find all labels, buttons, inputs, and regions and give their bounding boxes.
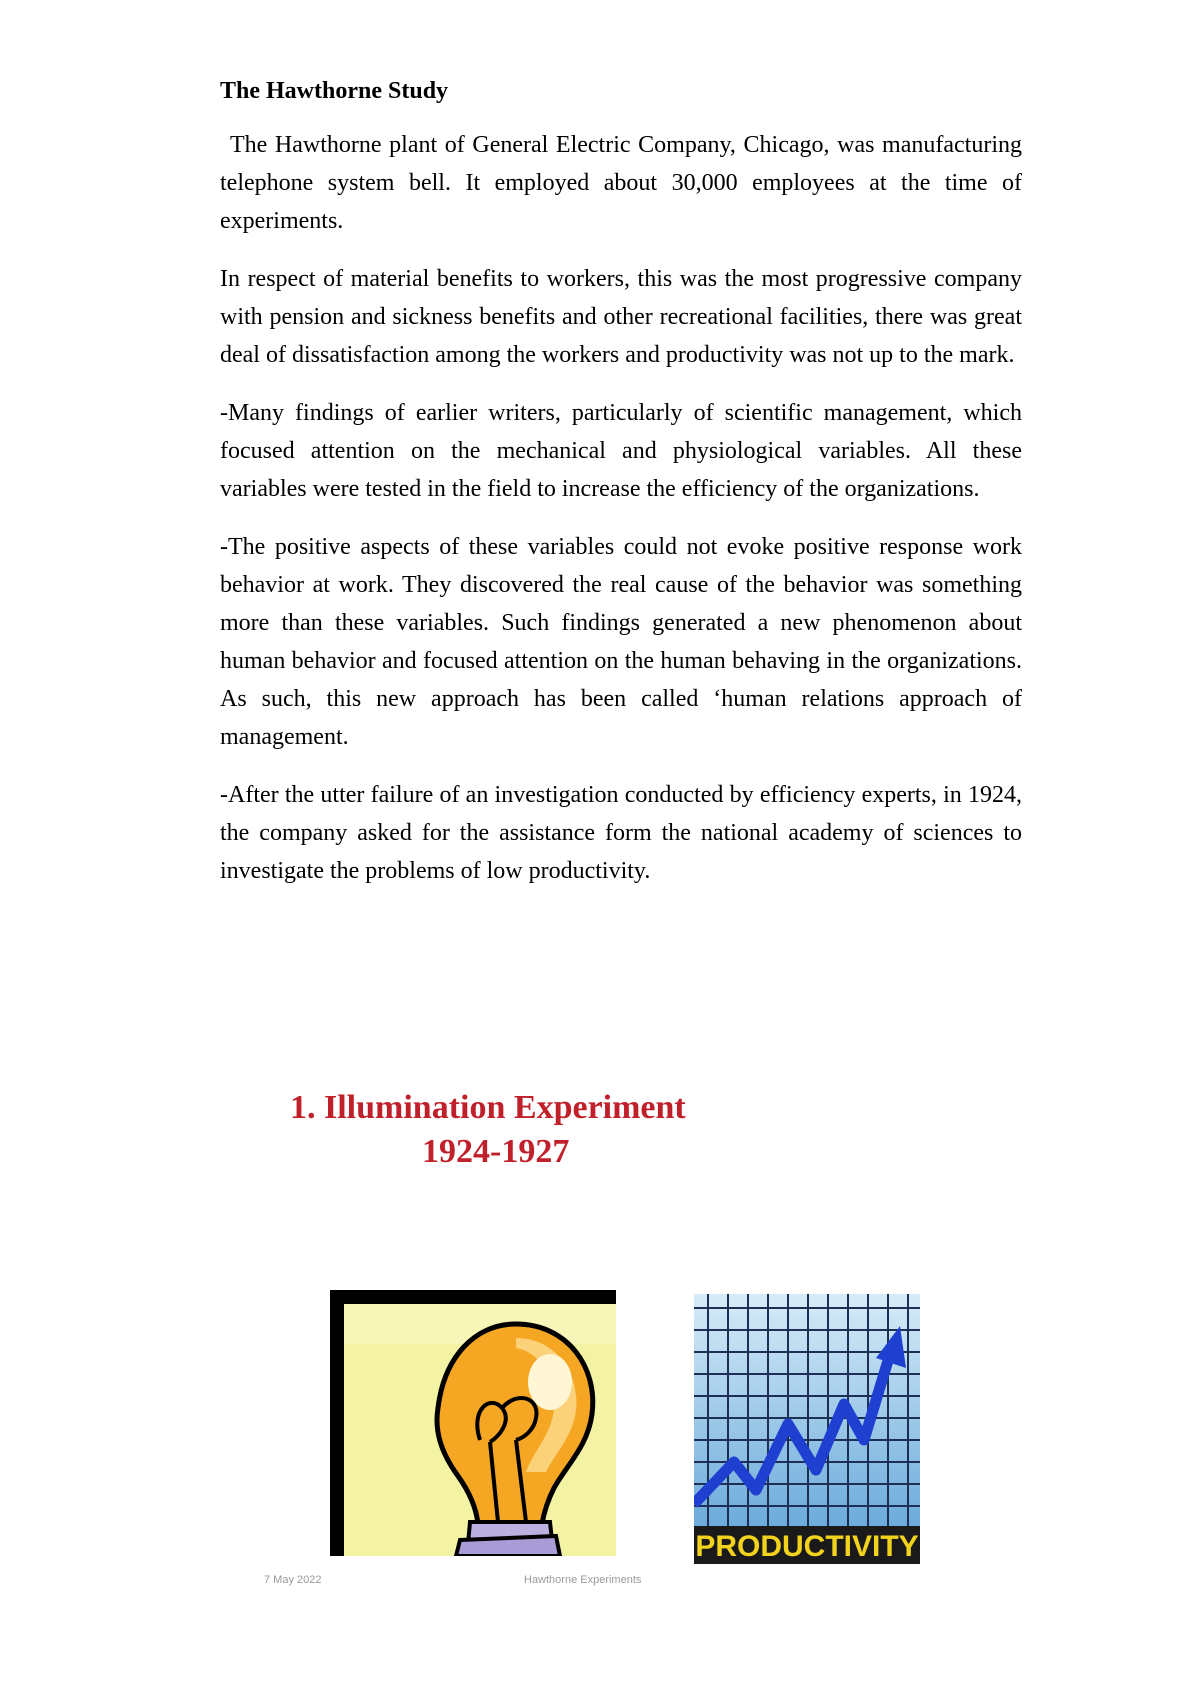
light-bulb-icon xyxy=(330,1290,616,1556)
productivity-chart-icon xyxy=(694,1294,920,1564)
productivity-caption: PRODUCTIVITY xyxy=(695,1530,919,1563)
paragraph-intro: The Hawthorne plant of General Electric Company, Chicago, was manufacturing telephone system bell. It employed about 30,000 employees at the time of experiments. xyxy=(220,132,1022,234)
document-title: The Hawthorne Study xyxy=(220,78,449,104)
slide-footer-title: Hawthorne Experiments xyxy=(524,1574,642,1586)
slide-heading-title: 1. Illumination Experiment xyxy=(290,1089,686,1126)
slide-footer-date: 7 May 2022 xyxy=(264,1574,322,1586)
paragraph-positive-aspects: -The positive aspects of these variables could not evoke positive response work behavior at work. They discovered the real cause of the behavior was something more than these variables. Such findings generated a new phenomenon about human behavior and focused attention on the human behaving in the organizations. As such, this new approach has been called ‘human relations approach of management. xyxy=(220,534,1022,750)
document-body xyxy=(220,74,1022,910)
paragraph-benefits: In respect of material benefits to workers, this was the most progressive company with pension and sickness benefits and other recreational facilities, there was great deal of dissatisfaction among the workers and productivity was not up to the mark. xyxy=(220,266,1022,368)
slide-heading xyxy=(290,1086,790,1174)
paragraph-findings: -Many findings of earlier writers, particularly of scientific management, which focused attention on the mechanical and physiological variables. All these variables were tested in the field to increase the efficiency of the organizations. xyxy=(220,400,1022,502)
slide-heading-years: 1924-1927 xyxy=(422,1133,570,1170)
paragraph-investigation: -After the utter failure of an investigation conducted by efficiency experts, in 1924, the company asked for the assistance form the national academy of sciences to investigate the problems of low productivity. xyxy=(220,782,1022,884)
